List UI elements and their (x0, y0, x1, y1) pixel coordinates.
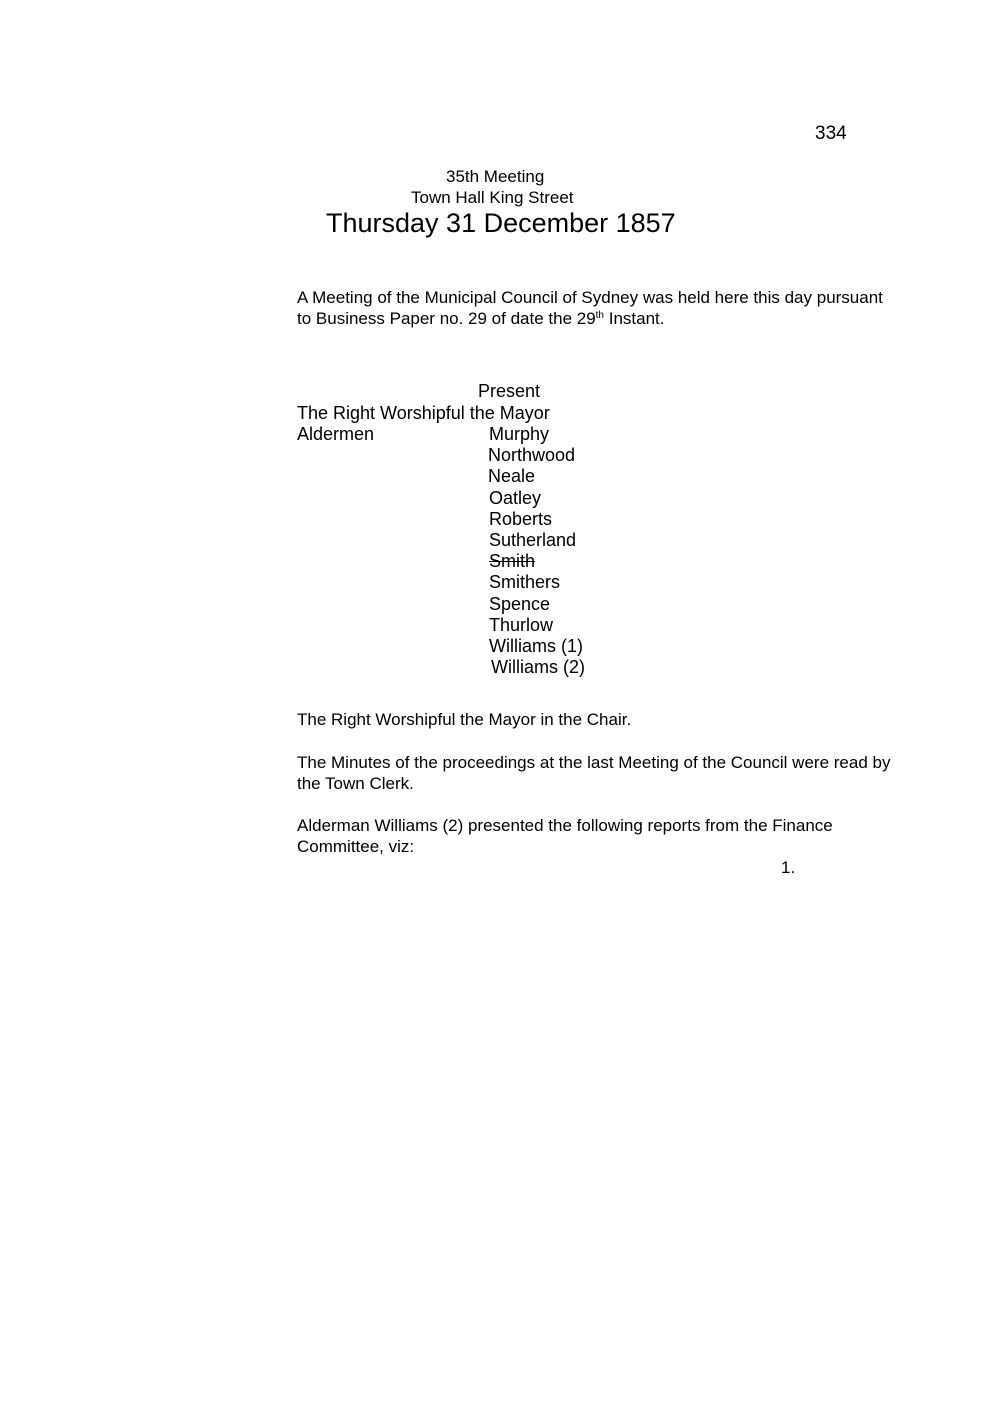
intro-text-end: Instant. (604, 309, 665, 328)
alderman-name: Sutherland (489, 530, 577, 550)
intro-superscript: th (595, 310, 604, 321)
present-heading: Present (478, 381, 541, 401)
alderman-name: Roberts (489, 508, 553, 529)
alderman-name: Williams (1) (489, 636, 583, 656)
alderman-name: Williams (2) (491, 657, 585, 678)
reports-paragraph: Alderman Williams (2) presented the following reports from the Finance Committee, viz: (297, 816, 833, 856)
page-number: 334 (815, 123, 847, 144)
aldermen-label: Aldermen (297, 424, 375, 444)
catchword: 1. (781, 858, 796, 877)
chair-paragraph: The Right Worshipful the Mayor in the Chair. (297, 710, 632, 729)
mayor-line: The Right Worshipful the Mayor (297, 403, 550, 423)
alderman-name: Smithers (489, 572, 561, 593)
meeting-date: Thursday 31 December 1857 (326, 208, 676, 238)
alderman-name: Smith (489, 551, 536, 572)
intro-paragraph (297, 287, 897, 329)
alderman-name: Spence (489, 593, 551, 614)
alderman-name: Thurlow (489, 614, 554, 635)
alderman-name: Northwood (488, 445, 576, 466)
alderman-name: Neale (488, 466, 536, 487)
meeting-venue: Town Hall King Street (411, 188, 574, 207)
meeting-number: 35th Meeting (446, 167, 545, 186)
intro-text: A Meeting of the Municipal Council of Sydney was held here this day pursuant to Business Paper no. 29 of date the 29 (297, 288, 883, 328)
alderman-name: Oatley (489, 487, 542, 508)
minutes-paragraph: The Minutes of the proceedings at the last Meeting of the Council were read by the Town Clerk. (297, 753, 891, 793)
alderman-name: Murphy (489, 424, 550, 444)
